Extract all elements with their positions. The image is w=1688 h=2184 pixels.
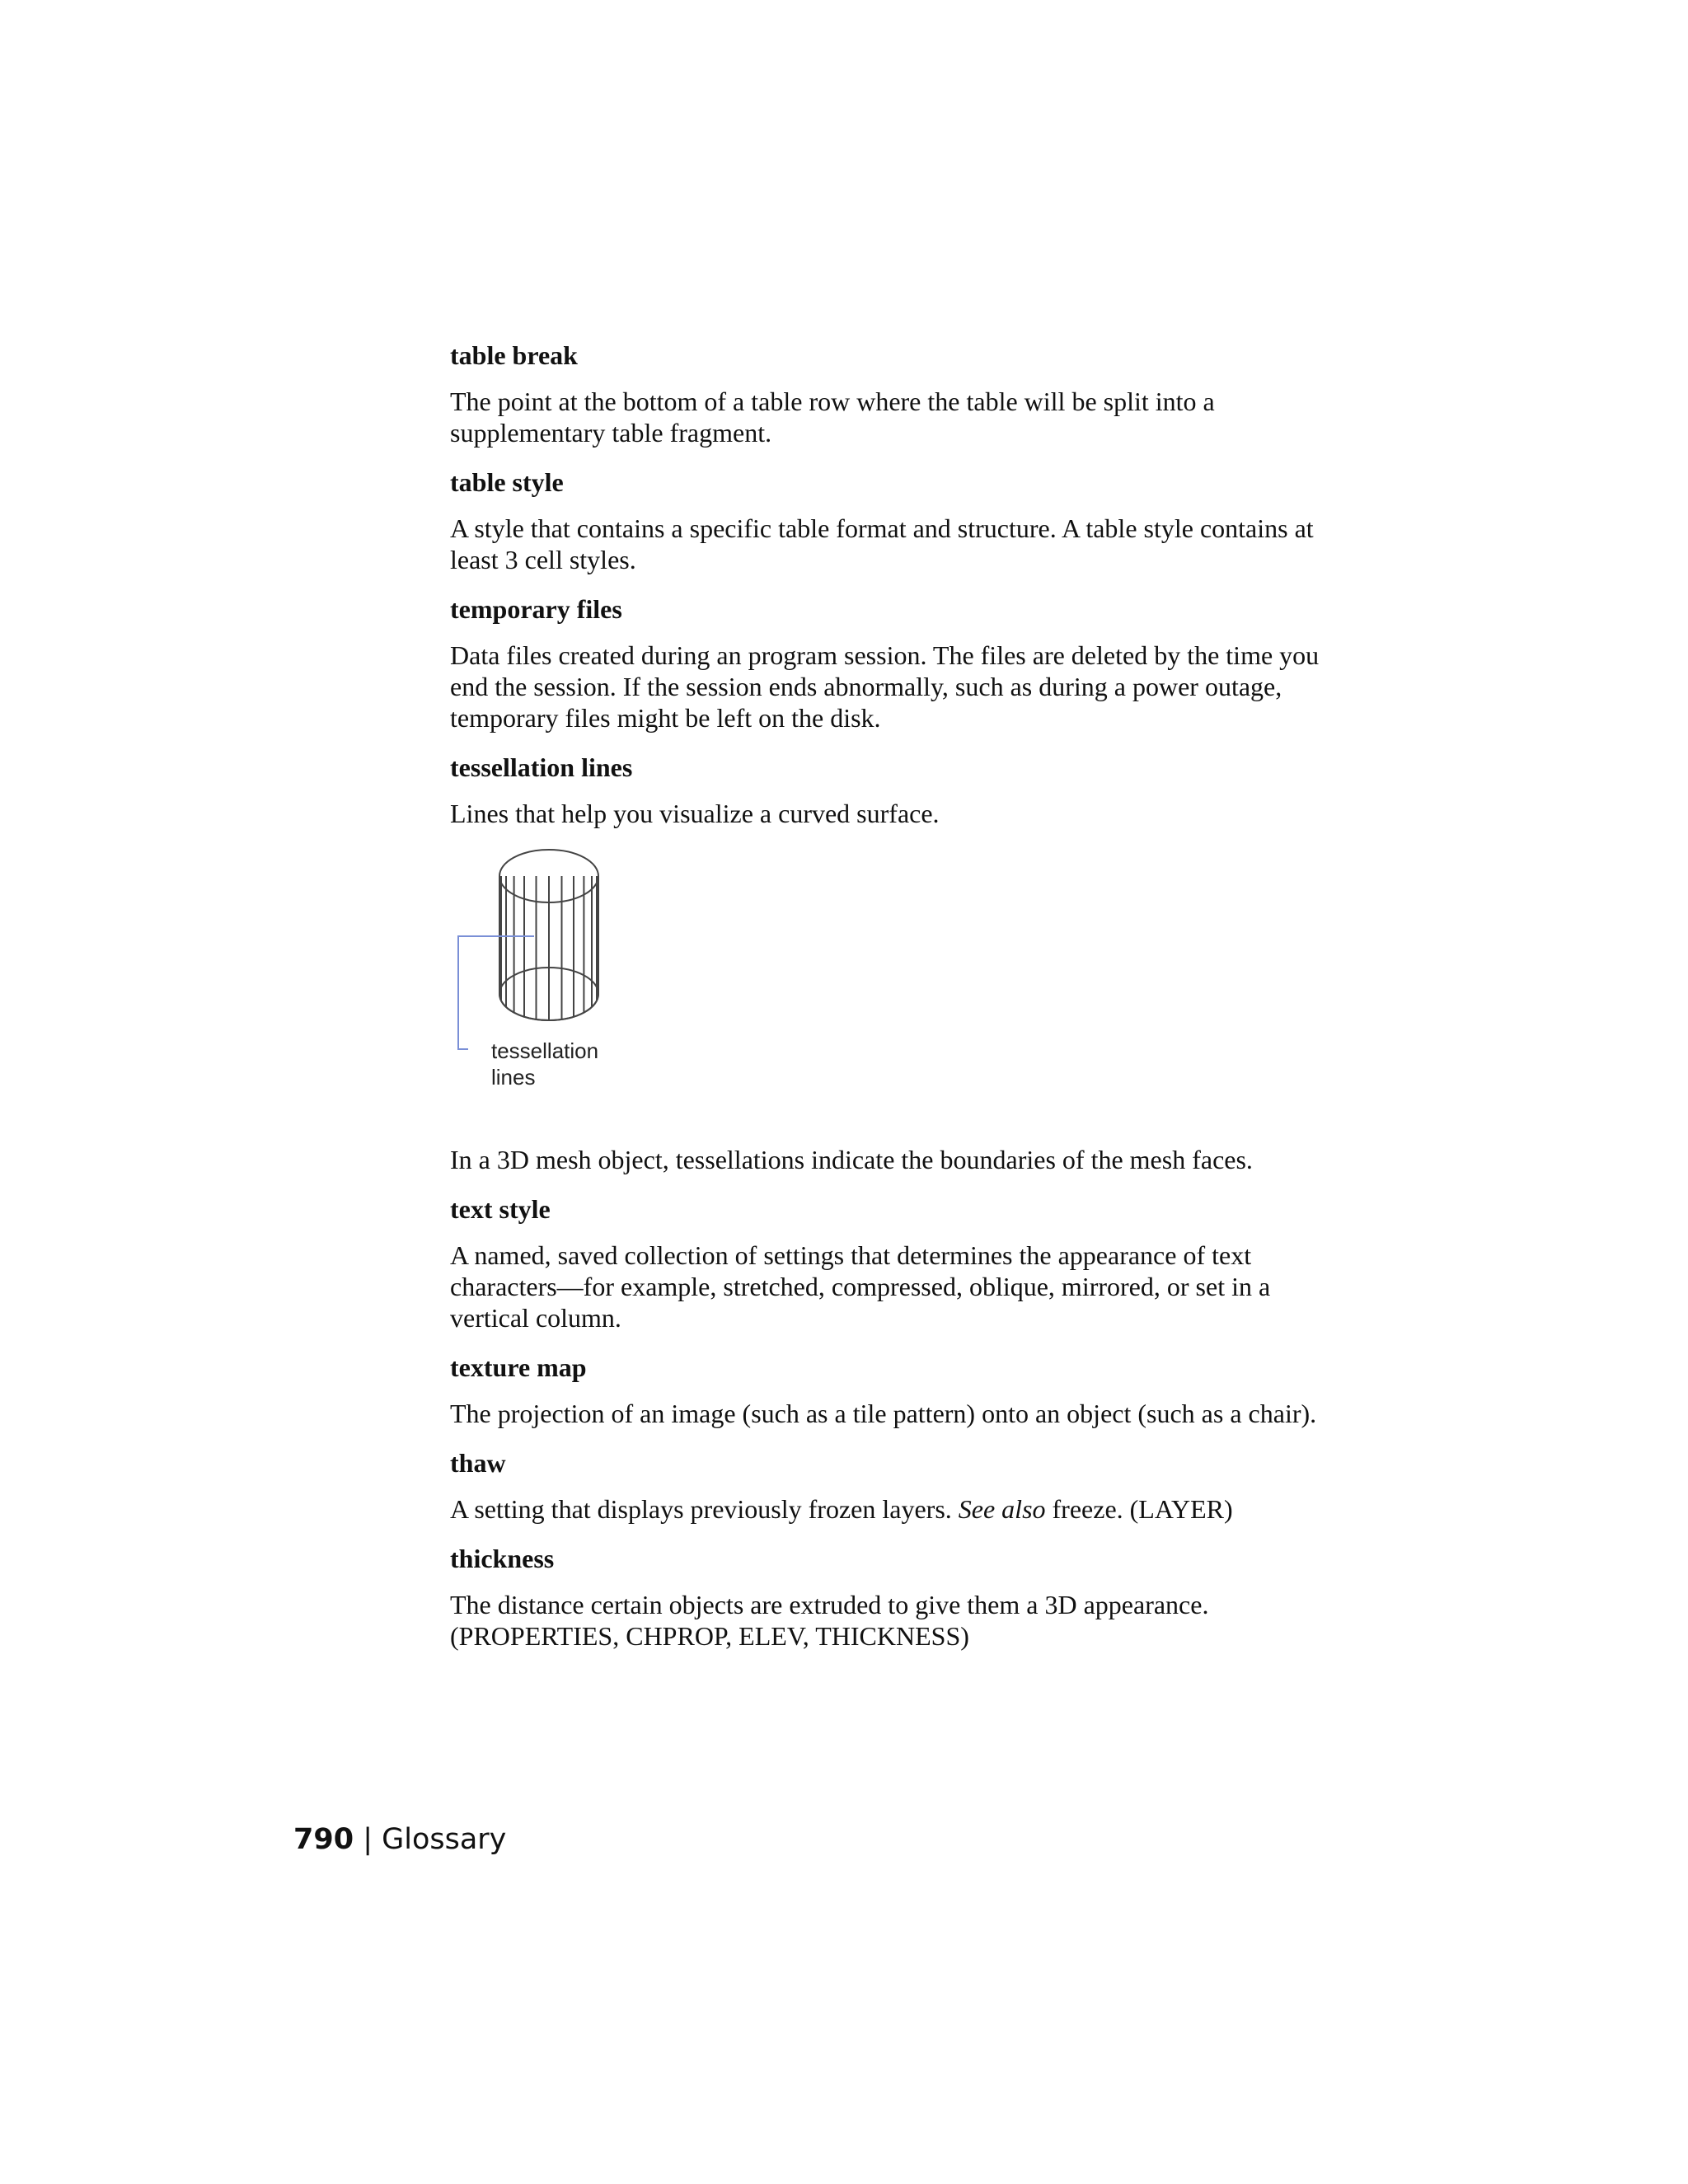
definition-tessellation-lines: Lines that help you visualize a curved surface.: [450, 799, 940, 828]
thaw-def-tail: freeze. (LAYER): [1045, 1494, 1233, 1524]
term-tessellation-lines: tessellation lines: [450, 752, 633, 782]
figure-label-line1: tessellation: [491, 1038, 599, 1063]
footer-separator: |: [354, 1823, 382, 1856]
term-thickness: thickness: [450, 1544, 555, 1573]
definition-thickness: The distance certain objects are extruded to give them a 3D appearance. (PROPERTIES, CHPROP, ELEV, THICKNESS): [450, 1590, 1209, 1651]
definition-thaw: [450, 1493, 1340, 1525]
definition-table-style: A style that contains a specific table format and structure. A table style contains at least 3 cell styles.: [450, 513, 1314, 574]
leader-line: [458, 936, 534, 1049]
thaw-def-text: A setting that displays previously frozen layers.: [450, 1494, 959, 1524]
figure-label-line2: lines: [491, 1065, 536, 1090]
page-number: 790: [293, 1823, 354, 1856]
tessellation-lines-group: [499, 876, 598, 1020]
term-temporary-files: temporary files: [450, 594, 622, 624]
term-table-break: table break: [450, 340, 578, 370]
glossary-content: [450, 340, 1340, 1670]
definition-texture-map: The projection of an image (such as a tile pattern) onto an object (such as a chair).: [450, 1399, 1317, 1428]
term-text-style: text style: [450, 1194, 551, 1224]
term-table-style: table style: [450, 467, 564, 497]
see-also-text: See also: [958, 1494, 1046, 1524]
definition-temporary-files: Data files created during an program session. The files are deleted by the time you end the session. If the session ends abnormally, such as during a power outage, temporary files might be left on the disk.: [450, 640, 1320, 733]
definition-text-style: A named, saved collection of settings that determines the appearance of text characters—for example, stretched, compressed, oblique, mirrored, or set in a vertical column.: [450, 1240, 1271, 1333]
tessellation-figure: [450, 847, 780, 1103]
tessellation-note: In a 3D mesh object, tessellations indicate the boundaries of the mesh faces.: [450, 1145, 1253, 1174]
term-texture-map: texture map: [450, 1352, 587, 1382]
term-thaw: thaw: [450, 1448, 506, 1478]
footer-section: Glossary: [382, 1823, 507, 1856]
page-footer: [293, 1821, 506, 1858]
definition-table-break: The point at the bottom of a table row where the table will be split into a supplementary table fragment.: [450, 387, 1215, 448]
